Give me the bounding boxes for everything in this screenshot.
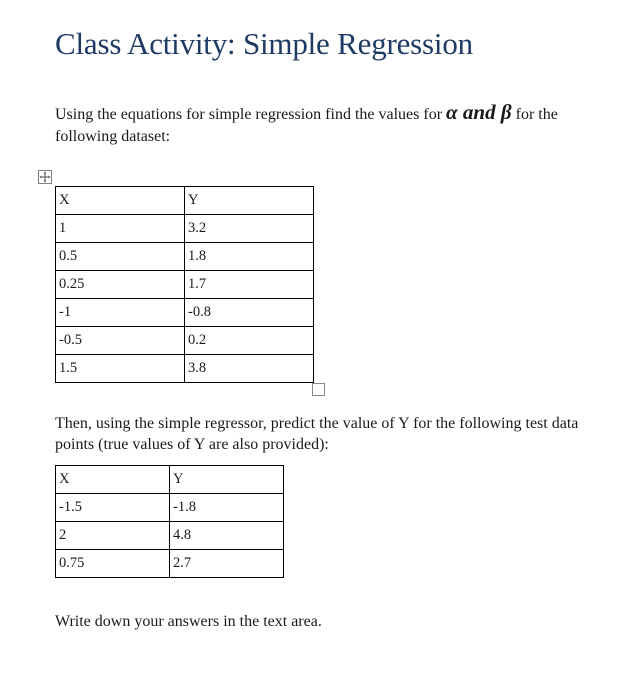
page-title: Class Activity: Simple Regression <box>55 26 473 61</box>
intro-text-before: Using the equations for simple regression find the values for <box>55 106 447 123</box>
test-data-table <box>55 465 284 578</box>
table-move-handle-icon[interactable] <box>38 170 52 184</box>
prediction-instructions: Then, using the simple regressor, predict the value of Y for the following test data points (true values of Y are also provided): <box>55 415 579 453</box>
intro-paragraph <box>55 101 615 148</box>
header-cell-y[interactable]: Y <box>185 187 314 215</box>
table-row <box>56 271 314 299</box>
cell-y[interactable]: 4.8 <box>170 522 284 550</box>
and-word: and <box>457 100 501 124</box>
cell-x[interactable]: -1.5 <box>56 494 170 522</box>
cell-x[interactable]: -0.5 <box>56 327 185 355</box>
cell-x[interactable]: 0.5 <box>56 243 185 271</box>
table-row <box>56 522 284 550</box>
table-row <box>56 355 314 383</box>
header-cell-x[interactable]: X <box>56 466 170 494</box>
cell-y[interactable]: 1.8 <box>185 243 314 271</box>
table-row <box>56 215 314 243</box>
cell-y[interactable]: -1.8 <box>170 494 284 522</box>
header-cell-y[interactable]: Y <box>170 466 284 494</box>
cell-y[interactable]: 3.8 <box>185 355 314 383</box>
header-cell-x[interactable]: X <box>56 187 185 215</box>
cell-y[interactable]: 3.2 <box>185 215 314 243</box>
answer-instructions: Write down your answers in the text area. <box>55 613 322 630</box>
cell-x[interactable]: 0.75 <box>56 550 170 578</box>
cell-x[interactable]: -1 <box>56 299 185 327</box>
cell-y[interactable]: 2.7 <box>170 550 284 578</box>
table-resize-handle-icon[interactable] <box>312 383 325 396</box>
table-row <box>56 299 314 327</box>
table-row <box>56 550 284 578</box>
cell-x[interactable]: 2 <box>56 522 170 550</box>
beta-symbol: β <box>500 100 512 124</box>
cell-y[interactable]: 0.2 <box>185 327 314 355</box>
table-header-row <box>56 466 284 494</box>
cell-x[interactable]: 1 <box>56 215 185 243</box>
intro-text-after: for the following dataset: <box>55 106 558 145</box>
table-row <box>56 327 314 355</box>
cell-y[interactable]: 1.7 <box>185 271 314 299</box>
dataset-table <box>55 186 314 383</box>
cell-x[interactable]: 1.5 <box>56 355 185 383</box>
cell-x[interactable]: 0.25 <box>56 271 185 299</box>
table-row <box>56 494 284 522</box>
cell-y[interactable]: -0.8 <box>185 299 314 327</box>
table-row <box>56 243 314 271</box>
table-header-row <box>56 187 314 215</box>
alpha-symbol: α <box>446 100 458 124</box>
